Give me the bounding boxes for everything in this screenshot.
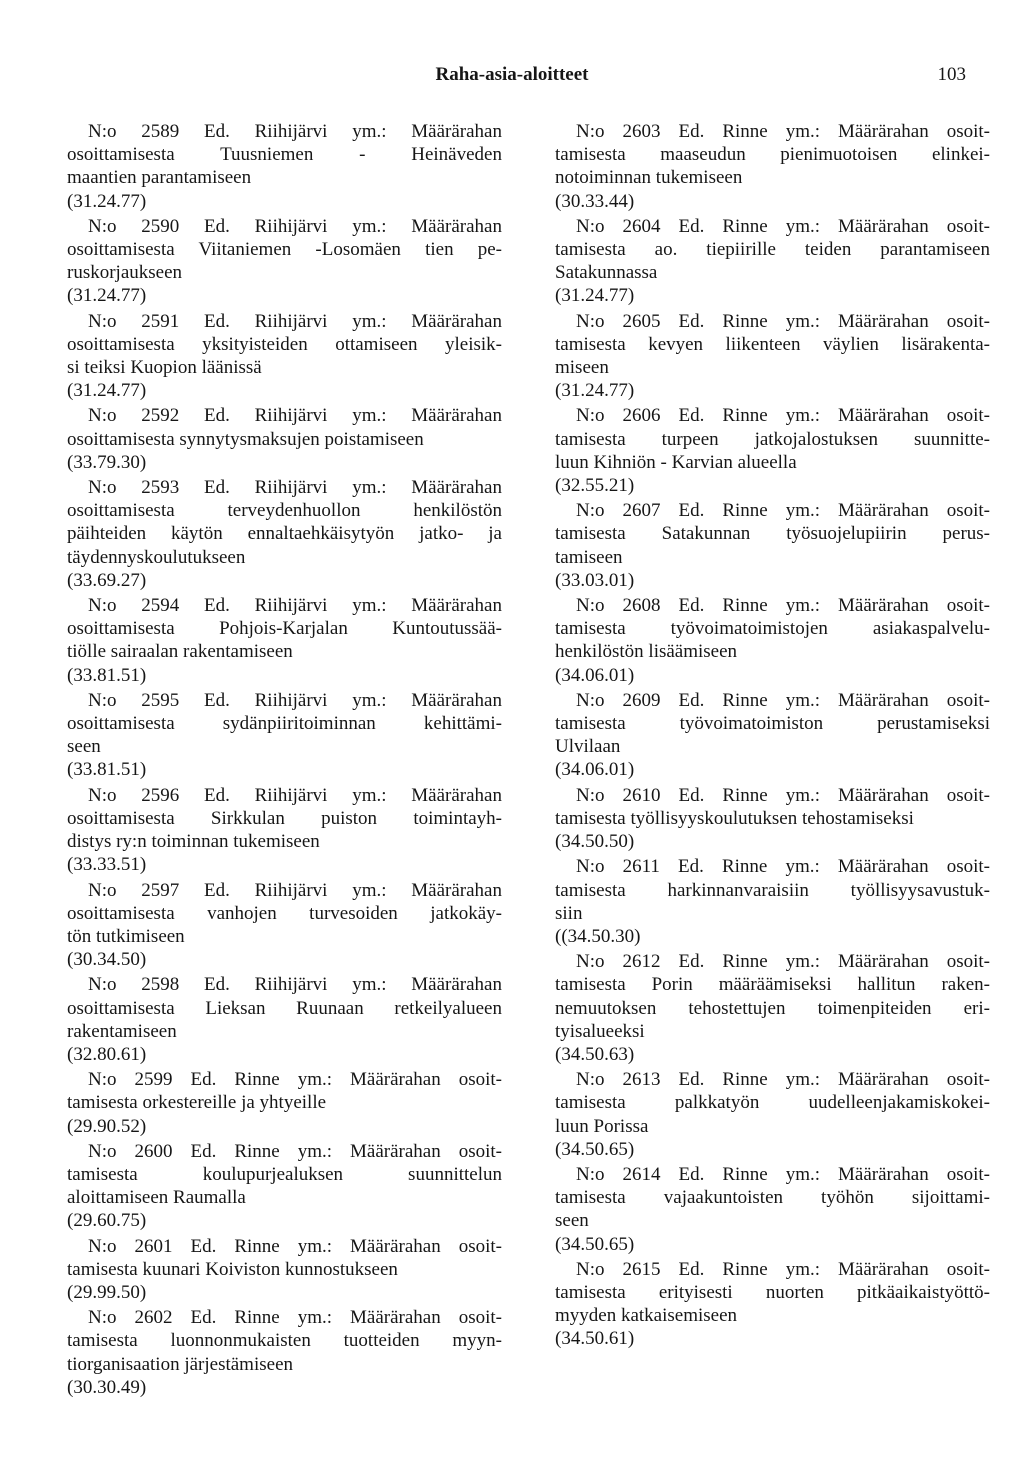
motion-text-line: osoittamisesta yksityisteiden ottamiseen yleisik- bbox=[67, 333, 502, 355]
motion-text-line: luun Porissa bbox=[555, 1115, 649, 1137]
motion-entry bbox=[67, 1235, 502, 1305]
budget-code: (33.81.51) bbox=[67, 759, 147, 781]
budget-code: (33.03.01) bbox=[555, 569, 635, 591]
budget-code: (34.06.01) bbox=[555, 759, 635, 781]
budget-code: (30.33.44) bbox=[555, 190, 635, 212]
motion-entry bbox=[555, 120, 990, 213]
motion-text-line: Ulvilaan bbox=[555, 736, 621, 758]
motion-entry bbox=[67, 1306, 502, 1399]
budget-code: (33.33.51) bbox=[67, 854, 147, 876]
motion-heading-line: N:o 2601 Ed. Rinne ym.: Määrärahan osoit- bbox=[88, 1235, 502, 1257]
motion-entry bbox=[555, 1163, 990, 1256]
motion-entry bbox=[555, 784, 990, 854]
motion-text-line: täydennyskoulutukseen bbox=[67, 546, 246, 568]
motion-entry bbox=[555, 689, 990, 782]
motion-text-line: tamisesta vajaakuntoisten työhön sijoittami- bbox=[555, 1187, 990, 1209]
motion-heading-line: N:o 2611 Ed. Rinne ym.: Määrärahan osoit- bbox=[576, 856, 990, 878]
budget-code: (31.24.77) bbox=[67, 285, 147, 307]
motion-entry bbox=[555, 404, 990, 497]
motion-text-line: tamisesta työvoimatoimistojen asiakaspalvelu- bbox=[555, 618, 990, 640]
motion-text-line: siin bbox=[555, 902, 583, 924]
budget-code: (34.50.50) bbox=[555, 831, 635, 853]
budget-code: (29.99.50) bbox=[67, 1281, 147, 1303]
motion-text-line: tiölle sairaalan rakentamiseen bbox=[67, 641, 293, 663]
motion-text-line: päihteiden käytön ennaltaehkäisytyön jatko- ja bbox=[67, 523, 502, 545]
motion-text-line: nemuutoksen tehostettujen toimenpiteiden eri- bbox=[555, 997, 990, 1019]
motion-entry bbox=[67, 310, 502, 403]
motion-heading-line: N:o 2599 Ed. Rinne ym.: Määrärahan osoit- bbox=[88, 1069, 502, 1091]
motion-heading-line: N:o 2614 Ed. Rinne ym.: Määrärahan osoit- bbox=[576, 1163, 990, 1185]
budget-code: (29.60.75) bbox=[67, 1210, 147, 1232]
motion-text-line: seen bbox=[67, 736, 101, 758]
motion-text-line: osoittamisesta terveydenhuollon henkilöstön bbox=[67, 500, 502, 522]
motion-entry bbox=[555, 310, 990, 403]
budget-code: (34.50.61) bbox=[555, 1328, 635, 1350]
motion-text-line: tamisesta turpeen jatkojalostuksen suunnitte- bbox=[555, 428, 990, 450]
motion-heading-line: N:o 2602 Ed. Rinne ym.: Määrärahan osoit- bbox=[88, 1307, 502, 1329]
motion-heading-line: N:o 2595 Ed. Riihijärvi ym.: Määrärahan bbox=[88, 689, 502, 711]
motion-heading-line: N:o 2609 Ed. Rinne ym.: Määrärahan osoit- bbox=[576, 689, 990, 711]
motion-entry bbox=[67, 689, 502, 782]
motion-text-line: aloittamiseen Raumalla bbox=[67, 1187, 246, 1209]
motion-text-line: osoittamisesta Sirkkulan puiston toimintayh- bbox=[67, 807, 502, 829]
page-number: 103 bbox=[937, 64, 966, 85]
motion-entry bbox=[555, 499, 990, 592]
motion-heading-line: N:o 2607 Ed. Rinne ym.: Määrärahan osoit- bbox=[576, 500, 990, 522]
motion-entry bbox=[67, 594, 502, 687]
motion-text-line: osoittamisesta vanhojen turvesoiden jatkokäy- bbox=[67, 902, 502, 924]
motion-heading-line: N:o 2606 Ed. Rinne ym.: Määrärahan osoit- bbox=[576, 405, 990, 427]
motion-heading-line: N:o 2604 Ed. Rinne ym.: Määrärahan osoit- bbox=[576, 215, 990, 237]
motion-text-line: distys ry:n toiminnan tukemiseen bbox=[67, 831, 320, 853]
motion-entry bbox=[67, 215, 502, 308]
motion-text-line: tyisalueeksi bbox=[555, 1020, 645, 1042]
motion-entry bbox=[555, 855, 990, 948]
motion-text-line: notoiminnan tukemiseen bbox=[555, 167, 743, 189]
motion-text-line: Satakunnassa bbox=[555, 262, 658, 284]
budget-code: (30.30.49) bbox=[67, 1376, 147, 1398]
budget-code: (32.80.61) bbox=[67, 1043, 147, 1065]
motion-text-line: tamisesta orkestereille ja yhtyeille bbox=[67, 1092, 327, 1114]
motion-text-line: tön tutkimiseen bbox=[67, 925, 185, 947]
motion-heading-line: N:o 2596 Ed. Riihijärvi ym.: Määrärahan bbox=[88, 784, 502, 806]
left-column bbox=[67, 120, 502, 1401]
motion-text-line: osoittamisesta synnytysmaksujen poistamiseen bbox=[67, 428, 424, 450]
motion-text-line: tamisesta Satakunnan työsuojelupiirin perus- bbox=[555, 523, 990, 545]
motion-text-line: tamisesta koulupurjealuksen suunnittelun bbox=[67, 1163, 502, 1185]
motion-heading-line: N:o 2613 Ed. Rinne ym.: Määrärahan osoit- bbox=[576, 1069, 990, 1091]
motion-entry bbox=[555, 215, 990, 308]
motion-heading-line: N:o 2603 Ed. Rinne ym.: Määrärahan osoit- bbox=[576, 121, 990, 142]
motion-text-line: tamisesta luonnonmukaisten tuotteiden myyn- bbox=[67, 1330, 502, 1352]
budget-code: (34.50.63) bbox=[555, 1043, 635, 1065]
budget-code: (32.55.21) bbox=[555, 475, 635, 497]
motion-heading-line: N:o 2612 Ed. Rinne ym.: Määrärahan osoit- bbox=[576, 951, 990, 973]
motion-text-line: tamisesta kevyen liikenteen väylien lisärakenta- bbox=[555, 333, 990, 355]
motion-heading-line: N:o 2594 Ed. Riihijärvi ym.: Määrärahan bbox=[88, 595, 502, 617]
motion-text-line: tamisesta ao. tiepiirille teiden parantamiseen bbox=[555, 239, 990, 261]
motion-text-line: tamiseen bbox=[555, 546, 623, 568]
budget-code: (34.50.65) bbox=[555, 1138, 635, 1160]
motion-text-line: tamisesta Porin määräämiseksi hallitun raken- bbox=[555, 974, 990, 996]
motion-entry bbox=[67, 1140, 502, 1233]
budget-code: (33.69.27) bbox=[67, 569, 147, 591]
running-title: Raha-asia-aloitteet bbox=[435, 64, 589, 85]
motion-text-line: tamisesta kuunari Koiviston kunnostukseen bbox=[67, 1258, 398, 1280]
budget-code: (33.79.30) bbox=[67, 451, 147, 473]
motion-heading-line: N:o 2592 Ed. Riihijärvi ym.: Määrärahan bbox=[88, 405, 502, 427]
motion-heading-line: N:o 2610 Ed. Rinne ym.: Määrärahan osoit- bbox=[576, 784, 990, 806]
motion-text-line: si teiksi Kuopion läänissä bbox=[67, 357, 262, 379]
motion-heading-line: N:o 2598 Ed. Riihijärvi ym.: Määrärahan bbox=[88, 974, 502, 996]
motion-text-line: ruskorjaukseen bbox=[67, 262, 183, 284]
motion-text-line: miseen bbox=[555, 357, 609, 379]
budget-code: (34.06.01) bbox=[555, 664, 635, 686]
motion-entry bbox=[67, 476, 502, 592]
motion-text-line: osoittamisesta Tuusniemen - Heinäveden bbox=[67, 144, 502, 166]
right-column bbox=[555, 120, 990, 1353]
motion-entry bbox=[555, 950, 990, 1066]
motion-entry bbox=[67, 120, 502, 213]
motion-text-line: osoittamisesta Pohjois-Karjalan Kuntoutussää- bbox=[67, 618, 502, 640]
motion-text-line: tamisesta palkkatyön uudelleenjakamiskokei- bbox=[555, 1092, 990, 1114]
budget-code: (31.24.77) bbox=[67, 380, 147, 402]
motion-text-line: tamisesta työllisyyskoulutuksen tehostamiseksi bbox=[555, 807, 914, 829]
motion-heading-line: N:o 2591 Ed. Riihijärvi ym.: Määrärahan bbox=[88, 310, 502, 332]
motion-entry bbox=[555, 1258, 990, 1351]
motion-heading-line: N:o 2615 Ed. Rinne ym.: Määrärahan osoit- bbox=[576, 1258, 990, 1280]
motion-text-line: tamisesta harkinnanvaraisiin työllisyysavustuk- bbox=[555, 879, 990, 901]
budget-code: (29.90.52) bbox=[67, 1115, 147, 1137]
budget-code: (30.34.50) bbox=[67, 949, 147, 971]
motion-heading-line: N:o 2608 Ed. Rinne ym.: Määrärahan osoit- bbox=[576, 595, 990, 617]
motion-entry bbox=[67, 879, 502, 972]
motion-text-line: osoittamisesta sydänpiiritoiminnan kehittämi- bbox=[67, 713, 502, 735]
motion-text-line: tamisesta työvoimatoimiston perustamiseksi bbox=[555, 713, 990, 735]
budget-code: (31.24.77) bbox=[555, 285, 635, 307]
motion-heading-line: N:o 2605 Ed. Rinne ym.: Määrärahan osoit- bbox=[576, 310, 990, 332]
motion-text-line: tamisesta maaseudun pienimuotoisen elinkei- bbox=[555, 144, 990, 166]
motion-text-line: osoittamisesta Lieksan Ruunaan retkeilyalueen bbox=[67, 997, 502, 1019]
motion-text-line: luun Kihniön - Karvian alueella bbox=[555, 451, 797, 473]
motion-entry bbox=[67, 1068, 502, 1138]
motion-heading-line: N:o 2597 Ed. Riihijärvi ym.: Määrärahan bbox=[88, 879, 502, 901]
motion-text-line: maantien parantamiseen bbox=[67, 167, 252, 189]
budget-code: (31.24.77) bbox=[67, 190, 147, 212]
motion-heading-line: N:o 2589 Ed. Riihijärvi ym.: Määrärahan bbox=[88, 121, 502, 142]
motion-entry bbox=[67, 973, 502, 1066]
motion-entry bbox=[555, 1068, 990, 1161]
motion-text-line: tamisesta erityisesti nuorten pitkäaikaistyöttö- bbox=[555, 1281, 990, 1303]
budget-code: (34.50.65) bbox=[555, 1233, 635, 1255]
motion-entry bbox=[67, 404, 502, 474]
budget-code: ((34.50.30) bbox=[555, 925, 641, 947]
motion-text-line: tiorganisaation järjestämiseen bbox=[67, 1353, 293, 1375]
motion-text-line: henkilöstön lisäämiseen bbox=[555, 641, 738, 663]
budget-code: (33.81.51) bbox=[67, 664, 147, 686]
motion-text-line: osoittamisesta Viitaniemen -Losomäen tien pe- bbox=[67, 239, 502, 261]
motion-entry bbox=[555, 594, 990, 687]
page-header bbox=[0, 64, 1024, 94]
motion-heading-line: N:o 2600 Ed. Rinne ym.: Määrärahan osoit- bbox=[88, 1140, 502, 1162]
budget-code: (31.24.77) bbox=[555, 380, 635, 402]
motion-heading-line: N:o 2590 Ed. Riihijärvi ym.: Määrärahan bbox=[88, 215, 502, 237]
motion-text-line: seen bbox=[555, 1210, 589, 1232]
motion-entry bbox=[67, 784, 502, 877]
motion-heading-line: N:o 2593 Ed. Riihijärvi ym.: Määrärahan bbox=[88, 477, 502, 499]
motion-text-line: rakentamiseen bbox=[67, 1020, 177, 1042]
motion-text-line: myyden katkaisemiseen bbox=[555, 1305, 738, 1327]
